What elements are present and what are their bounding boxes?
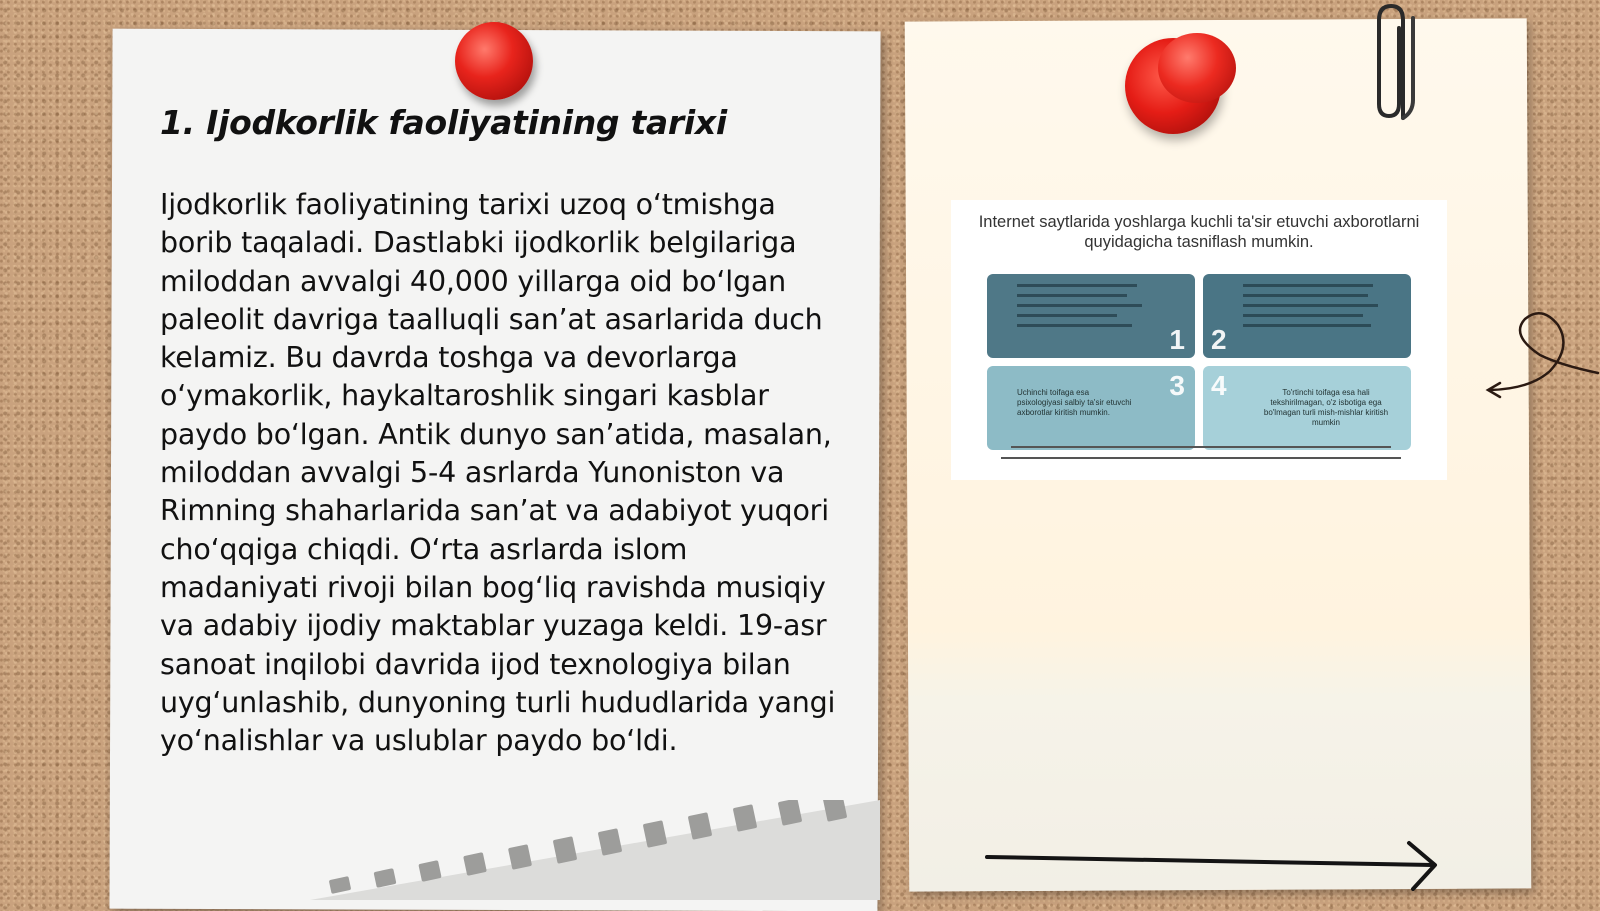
push-pin-head	[1158, 33, 1236, 103]
figure-footnote-lines	[1001, 446, 1401, 468]
push-pin-icon	[455, 22, 533, 100]
quadrant-3	[987, 366, 1195, 450]
quadrant-1	[987, 274, 1195, 358]
quadrant-text-lines	[1017, 284, 1157, 334]
figure-caption: Internet saytlarida yoshlarga kuchli ta'sir etuvchi axborotlarni quyidagicha tasniflash mumkin.	[978, 213, 1420, 251]
classification-figure	[951, 200, 1447, 480]
quadrant-number: 1	[1169, 324, 1185, 355]
quadrant-text: Uchinchi toifaga esa psixologiyasi salbiy ta'sir etuvchi axborotlar kiritish mumkin.	[1017, 388, 1132, 417]
arrow-right-icon	[985, 835, 1445, 895]
paper-clip-icon	[1373, 0, 1423, 130]
quadrant-4	[1203, 366, 1411, 450]
quadrant-text-lines	[1243, 284, 1383, 334]
quadrant-number: 2	[1211, 324, 1227, 355]
loop-arrow-icon	[1480, 305, 1600, 415]
quadrant-2	[1203, 274, 1411, 358]
history-paragraph: Ijodkorlik faoliyatining tarixi uzoq o‘tmishga borib taqaladi. Dastlabki ijodkorlik belgilariga miloddan avvalgi 40,000 yillarga oid bo‘lgan paleolit davriga taalluqli san’at asarlarida duch kelamiz. Bu davrda toshga va devorlarga o‘ymakorlik, haykaltaroshlik singari kasblar paydo bo‘lgan. Antik dunyo san’atida, masalan, miloddan avvalgi 5-4 asrlarda Yunoniston va Rimning shaharlarida san’at va adabiyot yuqori cho‘qqiga chiqdi. O‘rta asrlarda islom madaniyati rivoji bilan bog‘liq ravishda musiqiy va adabiy ijodiy maktablar yuzaga keldi. 19-asr sanoat inqilobi davrida ijod texnologiya bilan uyg‘unlashib, dunyoning turli hududlarida yangi yo‘nalishlar va uslublar paydo bo‘ldi.	[160, 188, 836, 758]
torn-notebook-edge	[310, 800, 880, 900]
quadrant-number: 3	[1169, 370, 1185, 401]
quadrant-text: To'rtinchi toifaga esa hali tekshirilmagan, o'z isbotiga ega bo'lmagan turli mish-mishlar kiritish mumkin	[1263, 388, 1389, 427]
page-title: 1. Ijodkorlik faoliyatining tarixi	[160, 103, 727, 142]
quadrant-number: 4	[1211, 370, 1227, 401]
